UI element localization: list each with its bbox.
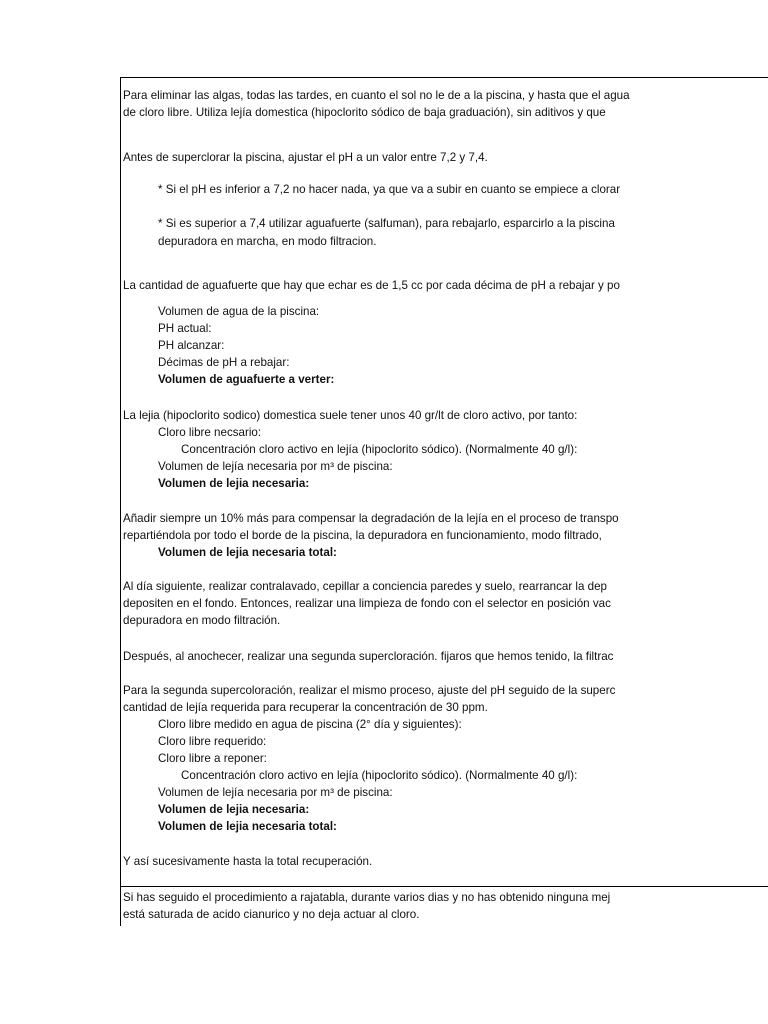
- bleach-intro: La lejia (hipoclorito sodico) domestica suele tener unos 40 gr/lt de cloro activo, por tanto:: [123, 409, 578, 422]
- bleach-free-chlorine: Cloro libre necsario:: [158, 426, 262, 439]
- next-day-line-1: Al día siguiente, realizar contralavado, cepillar a conciencia paredes y suelo, rearrancar la dep: [123, 580, 607, 593]
- second-line-2: cantidad de lejía requerida para recuperar la concentración de 30 ppm.: [123, 701, 488, 714]
- bleach-concentration: Concentración cloro activo en lejía (hipoclorito sódico). (Normalmente 40 g/l):: [181, 443, 578, 456]
- bleach-volume-per-m3: Volumen de lejía necesaria por m³ de piscina:: [158, 460, 393, 473]
- final-line-1: Si has seguido el procedimiento a rajatabla, durante varios dias y no has obtenido ninguna mej: [123, 891, 611, 904]
- ph-intro: Antes de superclorar la piscina, ajustar el pH a un valor entre 7,2 y 7,4.: [123, 151, 488, 164]
- intro-line-2: de cloro libre. Utiliza lejía domestica (hipoclorito sódico de baja graduación), sin aditivos y que: [123, 106, 606, 119]
- next-day-line-2: depositen en el fondo. Entonces, realizar una limpieza de fondo con el selector en posición vac: [123, 597, 611, 610]
- second-total-label: Volumen de lejia necesaria:: [158, 803, 310, 816]
- section-divider: [121, 886, 768, 887]
- extra-line-1: Añadir siempre un 10% más para compensar la degradación de la lejía en el proceso de transpo: [123, 512, 619, 525]
- second-concentration: Concentración cloro activo en lejía (hipoclorito sódico). (Normalmente 40 g/l):: [181, 769, 578, 782]
- evening-line: Después, al anochecer, realizar una segunda supercloración. fijaros que hemos tenido, la filtrac: [123, 650, 614, 663]
- second-line-1: Para la segunda supercoloración, realizar el mismo proceso, ajuste del pH seguido de la superc: [123, 684, 616, 697]
- repeat-line: Y así sucesivamente hasta la total recuperación.: [123, 855, 373, 868]
- second-field-replenish: Cloro libre a reponer:: [158, 752, 267, 765]
- second-field-required: Cloro libre requerido:: [158, 735, 267, 748]
- acid-field-ph-target: PH alcanzar:: [158, 339, 225, 352]
- acid-intro: La cantidad de aguafuerte que hay que echar es de 1,5 cc por cada décima de pH a rebajar y po: [123, 279, 620, 292]
- ph-high-note-1: * Si es superior a 7,4 utilizar aguafuerte (salfuman), para rebajarlo, esparcirlo a la piscina: [158, 217, 615, 230]
- next-day-line-3: depuradora en modo filtración.: [123, 614, 281, 627]
- ph-high-note-2: depuradora en marcha, en modo filtracion.: [158, 235, 377, 248]
- acid-field-pool-volume: Volumen de agua de la piscina:: [158, 305, 320, 318]
- extra-total-label: Volumen de lejia necesaria total:: [158, 546, 337, 559]
- second-total-all-label: Volumen de lejia necesaria total:: [158, 820, 337, 833]
- second-volume-per-m3: Volumen de lejía necesaria por m³ de piscina:: [158, 786, 393, 799]
- second-field-measured: Cloro libre medido en agua de piscina (2° día y siguientes):: [158, 718, 462, 731]
- bleach-total-label: Volumen de lejia necesaria:: [158, 477, 310, 490]
- ph-low-note: * Si el pH es inferior a 7,2 no hacer nada, ya que va a subir en cuanto se empiece a clorar: [158, 183, 621, 196]
- acid-total-label: Volumen de aguafuerte a verter:: [158, 373, 335, 386]
- acid-field-ph-current: PH actual:: [158, 322, 212, 335]
- final-line-2: está saturada de acido cianurico y no deja actuar al cloro.: [123, 908, 420, 921]
- extra-line-2: repartiéndola por todo el borde de la piscina, la depuradora en funcionamiento, modo filtrado,: [123, 529, 602, 542]
- spreadsheet-area: [120, 77, 768, 926]
- acid-field-ph-tenths: Décimas de pH a rebajar:: [158, 356, 290, 369]
- intro-line-1: Para eliminar las algas, todas las tardes, en cuanto el sol no le de a la piscina, y hasta que el agua: [123, 89, 630, 102]
